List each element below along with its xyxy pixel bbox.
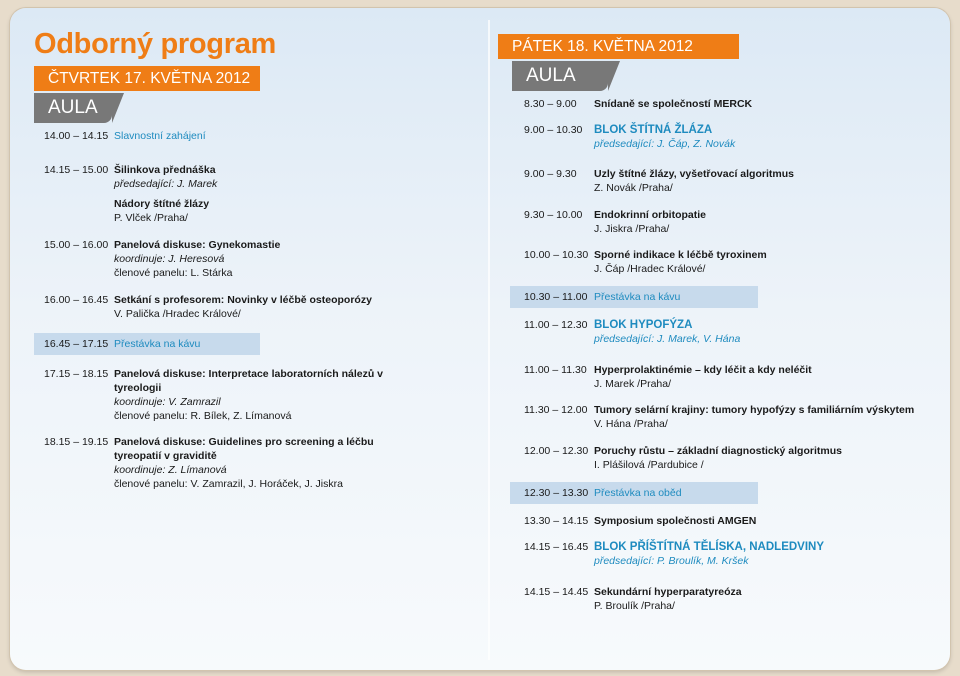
lunch-break-row: 12.30 – 13.30 Přestávka na oběd <box>510 482 758 504</box>
day-header-friday: PÁTEK 18. KVĚTNA 2012 <box>498 34 739 59</box>
coffee-break-row: 16.45 – 17.15 Přestávka na kávu <box>34 333 260 355</box>
room-label-right: AULA <box>512 61 608 91</box>
day-header-thursday: ČTVRTEK 17. KVĚTNA 2012 <box>34 66 260 91</box>
column-divider <box>488 20 490 660</box>
page-title: Odborný program <box>34 28 277 60</box>
coffee-break-row: 10.30 – 11.00 Přestávka na kávu <box>510 286 758 308</box>
room-label-left: AULA <box>34 93 112 123</box>
